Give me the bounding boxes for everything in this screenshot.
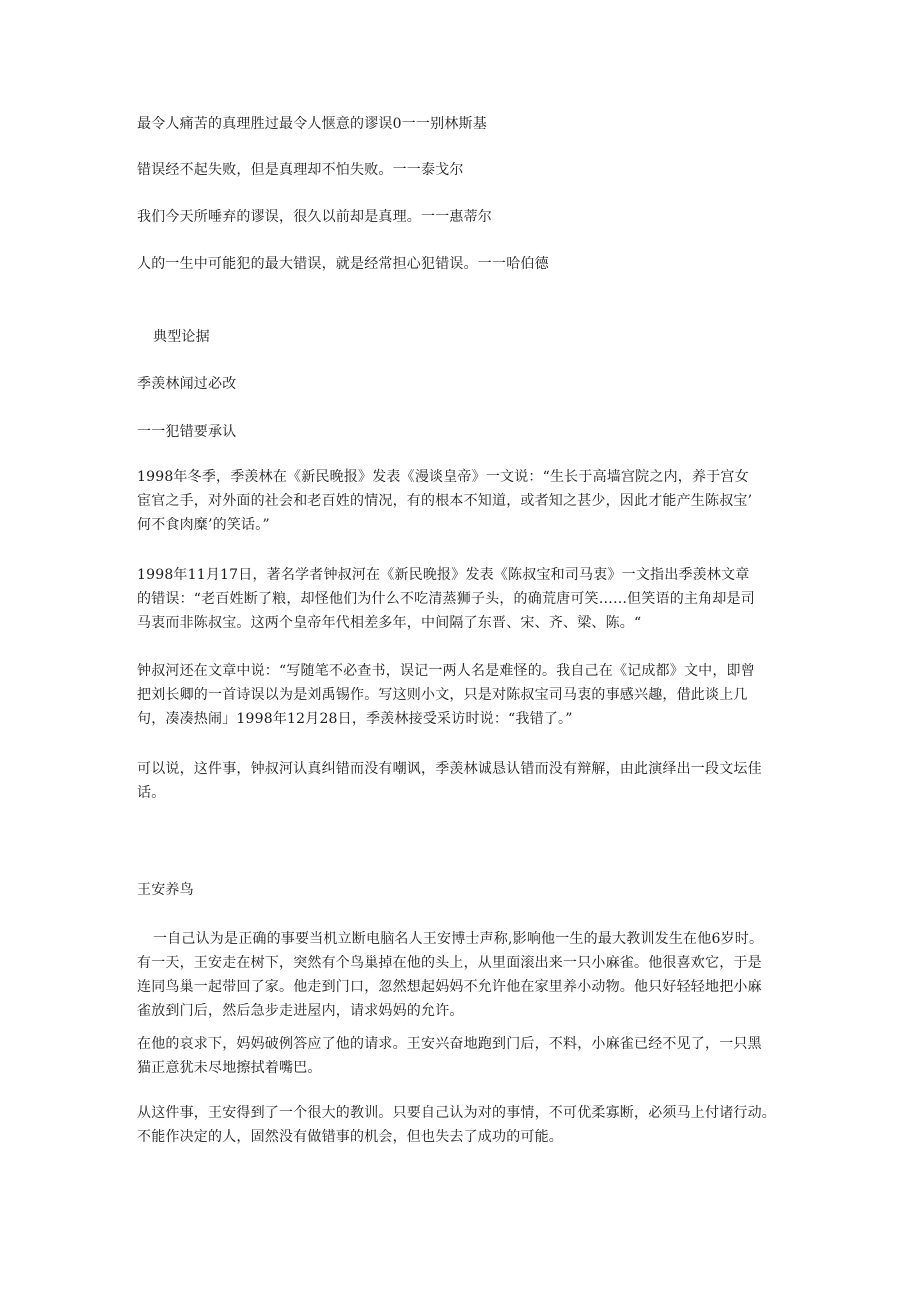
story1-subtitle: 一一犯错要承认 xyxy=(137,424,237,440)
story1-title: 季羡林闻过必改 xyxy=(137,376,237,392)
story2-paragraph-3: 从这件事，王安得到了一个很大的教训。只要自己认为对的事情，不可优柔寡断，必须马上付诸行动。 不能作决定的人，固然没有做错事的机会，但也失去了成功的可能。 xyxy=(137,1105,776,1145)
quote-hubbard: 人的一生中可能犯的最大错误，就是经常担心犯错误。一一哈伯德 xyxy=(137,256,549,272)
story1-paragraph-3: 钟叔河还在文章中说：“写随笔不必查书，误记一两人名是难怪的。我自己在《记成都》文中，即曾 把刘长卿的一首诗误以为是刘禹锡作。写这则小文，只是对陈叔宝司马衷的事感兴趣，借此谈上几 句，凑凑热闹」1998年12月28日，季羡林接受采访时说：“我错了。” xyxy=(137,663,755,727)
section-heading: 典型论据 xyxy=(153,329,210,345)
quote-whittier: 我们今天所唾弃的谬误，很久以前却是真理。一一惠蒂尔 xyxy=(137,209,492,225)
story2-title: 王安养鸟 xyxy=(137,882,194,898)
quote-tagore: 错误经不起失败，但是真理却不怕失败。一一泰戈尔 xyxy=(137,162,464,178)
story2-paragraph-1: 一自己认为是正确的事要当机立断电脑名人王安博士声称,影响他一生的最大教训发生在他6岁时。 有一天，王安走在树下，突然有个鸟巢掉在他的头上，从里面滚出来一只小麻雀。他很喜欢它，于是 连同鸟巢一起带回了家。他走到门口，忽然想起妈妈不允许他在家里养小动物。他只好轻轻地把小麻 雀放到门后，然后急步走进屋内，请求妈妈的允许。 xyxy=(137,931,764,1019)
story2-paragraph-2: 在他的哀求下，妈妈破例答应了他的请求。王安兴奋地跑到门后，不料，小麻雀已经不见了，一只黑 猫正意犹未尽地擦拭着嘴巴。 xyxy=(137,1036,762,1076)
story1-paragraph-4: 可以说，这件事，钟叔河认真纠错而没有嘲讽，季羡林诚恳认错而没有辩解，由此演绎出一段文坛佳 话。 xyxy=(137,761,762,801)
story1-paragraph-2: 1998年11月17日，著名学者钟叔河在《新民晚报》发表《陈叔宝和司马衷》一文指出季羡林文章 的错误：“老百姓断了粮，却怪他们为什么不吃清蒸狮子头，的确荒唐可笑……但笑语的主角却是司 马衷而非陈叔宝。这两个皇帝年代相差多年，中间隔了东晋、宋、齐、梁、陈。“ xyxy=(137,567,755,631)
quote-belinsky: 最令人痛苦的真理胜过最令人惬意的谬误0一一别林斯基 xyxy=(137,116,487,132)
story1-paragraph-1: 1998年冬季，季羡林在《新民晚报》发表《漫谈皇帝》一文说：“生长于高墙宫院之内，养于宫女 宦官之手，对外面的社会和老百姓的情况，有的根本不知道，或者知之甚少，因此才能产生陈叔宝’ 何不食肉糜’的笑话。” xyxy=(137,469,753,533)
